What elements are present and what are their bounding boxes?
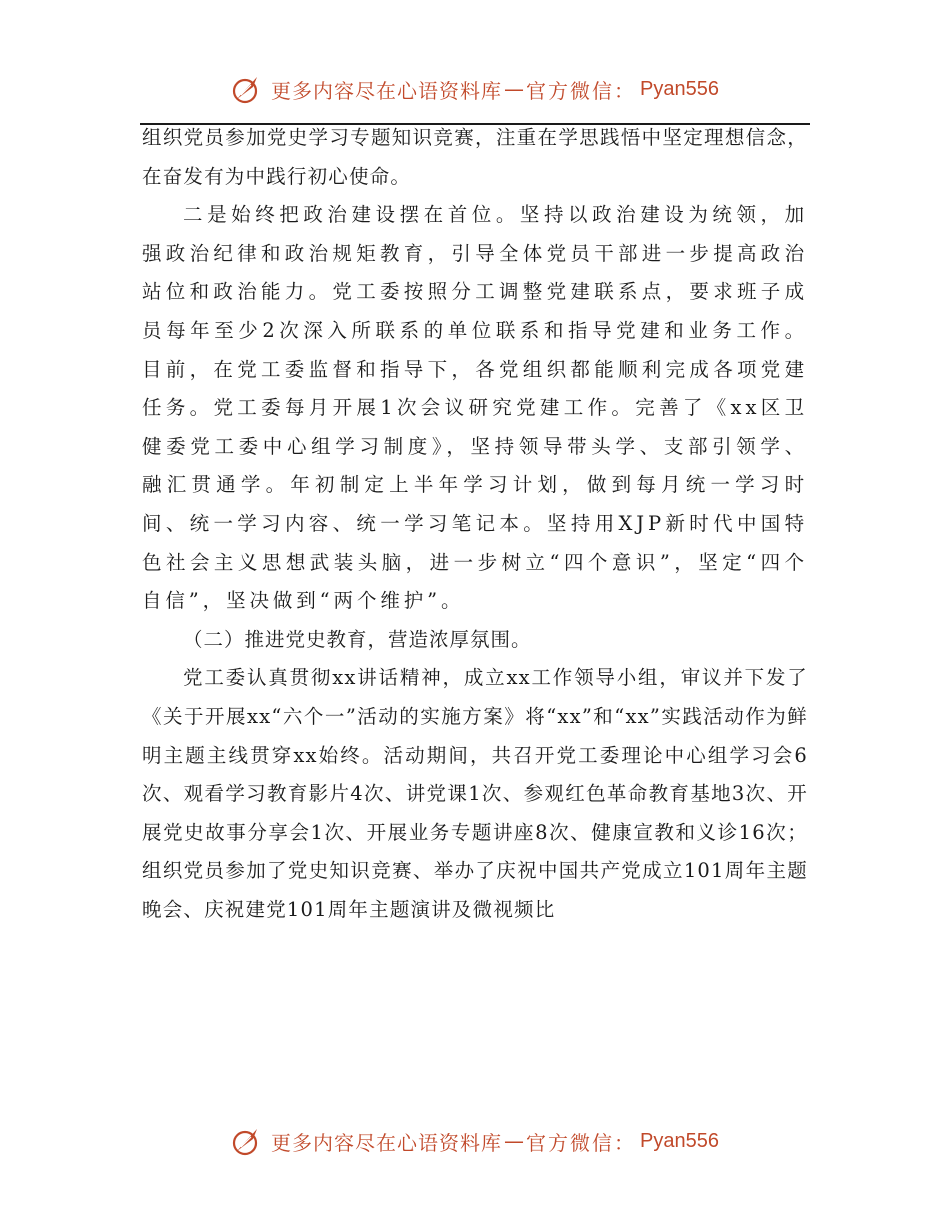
footer-official-label: 官方微信： [526,1130,637,1155]
quill-seal-icon [231,1125,263,1157]
header-dash: — [504,77,525,101]
footer-wechat-id: Pyan556 [640,1129,719,1152]
header-wechat-id: Pyan556 [640,77,719,100]
footer-watermark [0,1116,950,1166]
header-site-name: 更多内容尽在心语资料库 [271,78,503,103]
paragraph-political-building: 二是始终把政治建设摆在首位。坚持以政治建设为统领，加强政治纪律和政治规矩教育，引导全体党员干部进一步提高政治站位和政治能力。党工委按照分工调整党建联系点，要求班子成员每年至少2次深入所联系的单位联系和指导党建和业务工作。目前，在党工委监督和指导下，各党组织都能顺利完成各项党建任务。党工委每月开展1次会议研究党建工作。完善了《xx区卫健委党工委中心组学习制度》，坚持领导带头学、支部引领学、融汇贯通学。年初制定上半年学习计划，做到每月统一学习时间、统一学习内容、统一学习笔记本。坚持用XJP新时代中国特色社会主义思想武装头脑，进一步树立“四个意识”，坚定“四个自信”，坚决做到“两个维护”。 [142,203,808,613]
footer-site-name: 更多内容尽在心语资料库 [271,1130,503,1155]
header-watermark [0,64,950,114]
footer-dash: — [504,1129,525,1153]
document-body [142,119,808,929]
header-official-label: 官方微信： [526,78,637,103]
section-heading-party-history: （二）推进党史教育，营造浓厚氛围。 [183,627,532,651]
paragraph-party-history-activities: 党工委认真贯彻xx讲话精神，成立xx工作领导小组，审议并下发了《关于开展xx“六个一”活动的实施方案》将“xx”和“xx”实践活动作为鲜明主题主线贯穿xx始终。活动期间，共召开党工委理论中心组学习会6次、观看学习教育影片4次、讲党课1次、参观红色革命教育基地3次、开展党史故事分享会1次、开展业务专题讲座8次、健康宣教和义诊16次；组织党员参加了党史知识竞赛、举办了庆祝中国共产党成立101周年主题晚会、庆祝建党101周年主题演讲及微视频比 [142,666,808,921]
paragraph-continuation: 组织党员参加党史学习专题知识竞赛，注重在学思践悟中坚定理想信念，在奋发有为中践行初心使命。 [142,126,808,188]
quill-seal-icon [231,73,263,105]
